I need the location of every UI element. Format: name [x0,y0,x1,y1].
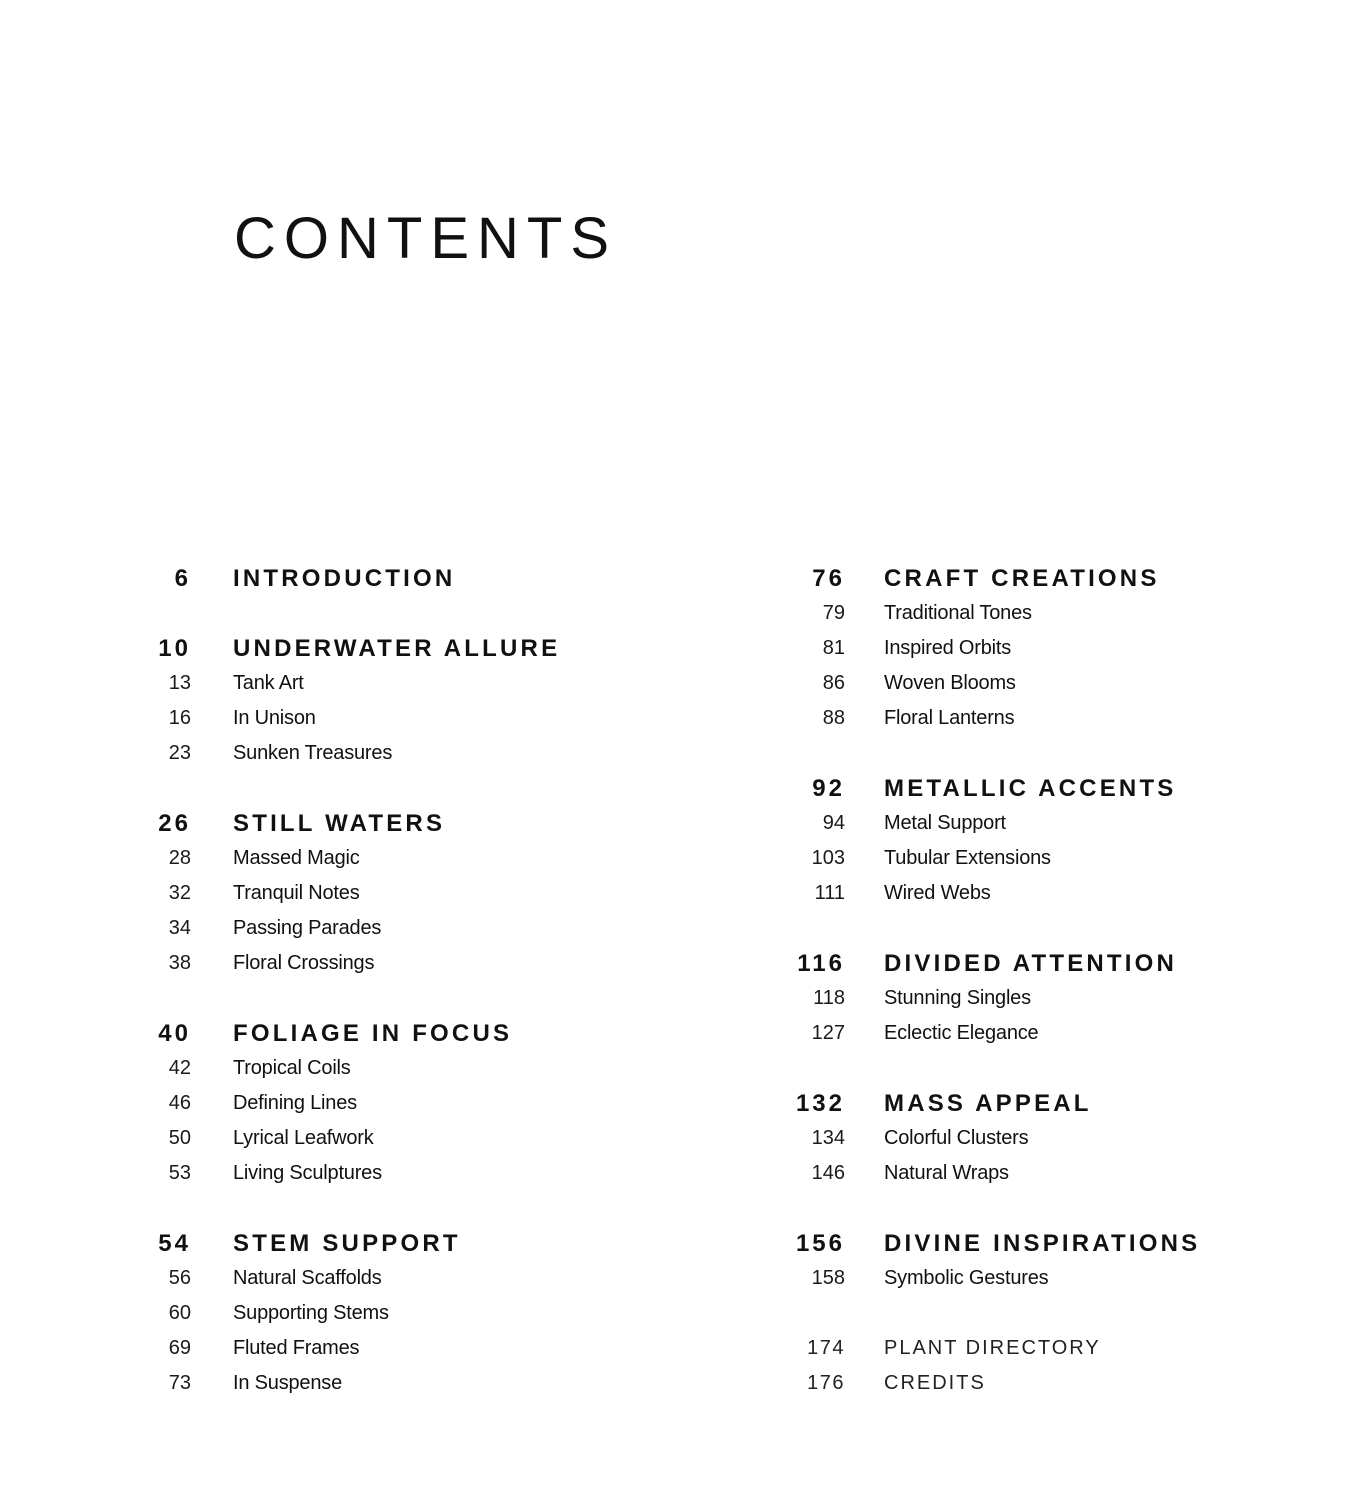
chapter-page-number: 76 [812,565,845,592]
toc-chapter-mass-appeal[interactable] [0,1088,1092,1123]
page-title: CONTENTS [234,206,617,271]
entry-page-number: 23 [168,742,191,764]
toc-entry[interactable] [0,738,700,773]
entry-title: Supporting Stems [233,1302,389,1324]
toc-entry[interactable] [0,1123,1029,1158]
entry-title: Natural Wraps [884,1162,1009,1184]
toc-entry[interactable] [0,843,1051,878]
chapter-page-number: 6 [174,565,191,592]
toc-entry[interactable] [0,1053,700,1088]
entry-title: Tubular Extensions [884,847,1051,869]
entry-page-number: 50 [168,1127,191,1149]
entry-title: Sunken Treasures [233,742,393,764]
toc-backmatter-plant-directory[interactable] [0,1333,1101,1368]
toc-entry[interactable] [0,1298,700,1333]
entry-page-number: 111 [814,882,845,904]
entry-page-number: 46 [168,1092,191,1114]
entry-title: Massed Magic [233,847,360,869]
chapter-title: DIVINE INSPIRATIONS [884,1230,1201,1257]
entry-title: Tank Art [233,672,304,694]
toc-entry[interactable] [0,878,991,913]
entry-page-number: 127 [811,1022,845,1044]
entry-title: Floral Crossings [233,952,375,974]
chapter-page-number: 10 [158,635,191,662]
toc-chapter-divided-attention[interactable] [0,948,1178,983]
entry-title: In Suspense [233,1372,342,1394]
entry-page-number: 69 [168,1337,191,1359]
entry-page-number: 16 [168,707,191,729]
chapter-page-number: 132 [795,1090,845,1117]
backmatter-page-number: 176 [807,1372,845,1394]
backmatter-page-number: 174 [807,1337,845,1359]
entry-page-number: 81 [822,637,845,659]
entry-title: Defining Lines [233,1092,357,1114]
chapter-title: MASS APPEAL [884,1090,1092,1117]
chapter-page-number: 40 [158,1020,191,1047]
entry-page-number: 118 [813,987,845,1009]
chapter-title: CRAFT CREATIONS [884,565,1160,592]
entry-title: Metal Support [884,812,1006,834]
entry-title: Living Sculptures [233,1162,382,1184]
toc-chapter-metallic-accents[interactable] [0,773,1177,808]
entry-title: Eclectic Elegance [884,1022,1039,1044]
entry-title: Colorful Clusters [884,1127,1029,1149]
entry-title: Lyrical Leafwork [233,1127,374,1149]
chapter-page-number: 92 [812,775,845,802]
entry-page-number: 86 [822,672,845,694]
entry-title: Natural Scaffolds [233,1267,382,1289]
toc-entry[interactable] [0,1263,1049,1298]
entry-page-number: 88 [822,707,845,729]
entry-title: In Unison [233,707,316,729]
chapter-page-number: 26 [158,810,191,837]
entry-title: Wired Webs [884,882,991,904]
entry-page-number: 28 [168,847,191,869]
entry-page-number: 53 [168,1162,191,1184]
entry-page-number: 146 [811,1162,845,1184]
entry-title: Fluted Frames [233,1337,360,1359]
toc-entry[interactable] [0,1018,1039,1053]
entry-page-number: 38 [168,952,191,974]
entry-page-number: 94 [822,812,845,834]
entry-page-number: 73 [168,1372,191,1394]
backmatter-title: CREDITS [884,1372,986,1394]
toc-entry[interactable] [0,1158,1009,1193]
entry-title: Symbolic Gestures [884,1267,1049,1289]
chapter-page-number: 116 [797,950,845,977]
chapter-title: INTRODUCTION [233,565,456,592]
chapter-title: STILL WATERS [233,810,446,837]
entry-page-number: 60 [168,1302,191,1324]
entry-title: Stunning Singles [884,987,1031,1009]
entry-page-number: 79 [822,602,845,624]
entry-title: Tranquil Notes [233,882,360,904]
chapter-page-number: 156 [795,1230,845,1257]
entry-page-number: 134 [811,1127,845,1149]
chapter-title: STEM SUPPORT [233,1230,461,1257]
entry-page-number: 42 [168,1057,191,1079]
chapter-title: UNDERWATER ALLURE [233,635,561,662]
entry-title: Traditional Tones [884,602,1032,624]
toc-entry[interactable] [0,983,1031,1018]
entry-title: Passing Parades [233,917,382,939]
chapter-title: FOLIAGE IN FOCUS [233,1020,513,1047]
entry-page-number: 13 [168,672,191,694]
toc-entry[interactable] [0,633,1012,668]
entry-title: Woven Blooms [884,672,1016,694]
entry-page-number: 103 [811,847,845,869]
toc-entry[interactable] [0,808,1006,843]
entry-page-number: 32 [168,882,191,904]
toc-entry[interactable] [0,598,1032,633]
toc-entry[interactable] [0,668,1016,703]
toc-chapter-craft-creations[interactable] [0,563,1160,598]
entry-page-number: 34 [168,917,191,939]
backmatter-title: PLANT DIRECTORY [884,1337,1101,1359]
entry-page-number: 158 [811,1267,845,1289]
chapter-title: METALLIC ACCENTS [884,775,1177,802]
entry-title: Floral Lanterns [884,707,1015,729]
chapter-title: DIVIDED ATTENTION [884,950,1178,977]
chapter-page-number: 54 [158,1230,191,1257]
toc-entry[interactable] [0,703,1015,738]
entry-page-number: 56 [168,1267,191,1289]
toc-entry[interactable] [0,913,700,948]
toc-backmatter-credits[interactable] [0,1368,986,1403]
entry-title: Tropical Coils [233,1057,351,1079]
toc-chapter-divine-inspirations[interactable] [0,1228,1201,1263]
entry-title: Inspired Orbits [884,637,1012,659]
